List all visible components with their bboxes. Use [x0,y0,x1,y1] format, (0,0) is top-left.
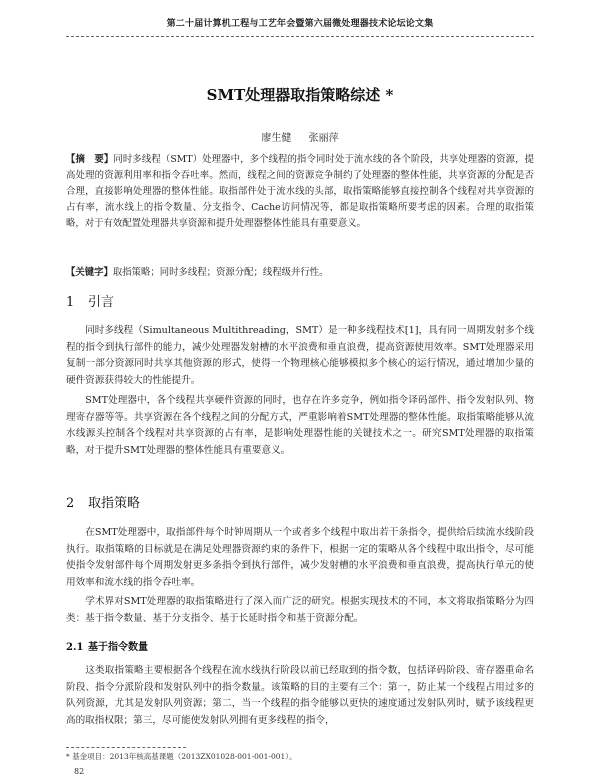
header-divider [66,36,534,37]
section-title: 引言 [88,295,115,310]
abstract [66,152,534,232]
keywords-label: 【关键字】 [66,267,113,278]
section-title: 取指策略 [88,496,141,511]
subsection-title: 基于指令数量 [88,642,148,653]
author-name: 廖生健 [261,133,292,144]
keywords-text: 取指策略；同时多线程；资源分配；线程级并行性。 [112,267,329,278]
section-heading [66,291,114,310]
keywords [66,265,534,280]
body-paragraph: 学术界对SMT处理器的取指策略进行了深入而广泛的研究。根据实现技术的不同，本文将取指策略分为四类：基于指令数量、基于分支指令、基于长延时指令和基于资源分配。 [66,596,534,624]
author-list [0,129,600,144]
subsection-number: 2.1 [66,642,84,653]
abstract-label: 【摘 要】 [66,154,114,165]
section-heading [66,492,140,511]
funding-footnote: * 基金项目：2013年核高基课题（2013ZX01028-001-001-001）。 [66,752,297,761]
paper-title: SMT处理器取指策略综述 * [206,86,394,104]
footnote-divider [66,747,186,748]
author-name: 张丽萍 [308,133,339,144]
abstract-text: 同时多线程（SMT）处理器中，多个线程的指令同时处于流水线的各个阶段，共享处理器的资源，提高处理的资源利用率和指令吞吐率。然而，线程之间的资源竞争制约了处理器的整体性能，共享资源的分配是否合理，直接影响处理器的整体性能。取指部件处于流水线的头部，取指策略能够直接控制各个线程对共享资源的占有率，流水线上的指令数量、分支指令、Cache访问情况等，都是取指策略所要考虑的因素。合理的取指策略，对于有效配置处理器共享资源和提升处理器整体性能具有重要意义。 [66,154,534,229]
subsection-heading [66,638,148,653]
section-number: 2 [66,496,75,511]
page-number: 82 [74,767,85,776]
body-paragraph: 这类取指策略主要根据各个线程在流水线执行阶段以前已经取到的指令数，包括译码阶段、寄存器重命名阶段、指令分派阶段和发射队列中的指令数量。该策略的目的主要有三个：第一，防止某一个线程占用过多的队列资源，尤其是发射队列资源；第二，当一个线程的指令能够以更快的速度通过发射队列时，赋予该线程更高的取指权限；第三，尽可能使发射队列拥有更多线程的指令， [66,665,534,726]
body-paragraph: SMT处理器中，各个线程共享硬件资源的同时，也存在许多竞争，例如指令译码部件、指令发射队列、物理寄存器等等。共享资源在各个线程之间的分配方式，严重影响着SMT处理器的整体性能。取指策略能够从流水线源头控制各个线程对共享资源的占有率，是影响处理器性能的关键技术之一。研究SMT处理器的取指策略，对于提升SMT处理器的整体性能具有重要意义。 [66,395,534,456]
running-header: 第二十届计算机工程与工艺年会暨第六届微处理器技术论坛论文集 [166,19,434,29]
body-paragraph: 同时多线程（Simultaneous Multithreading，SMT）是一种多线程技术[1]，具有同一周期发射多个线程的指令到执行部件的能力，减少处理器发射槽的水平浪费和垂直浪费，提高资源使用效率。SMT处理器采用复制一部分资源同时共享其他资源的形式，使得一个物理核心能够模拟多个核心的运行情况，通过增加少量的硬件资源获得较大的性能提升。 [66,325,534,386]
section-number: 1 [66,295,75,310]
body-paragraph: 在SMT处理器中，取指部件每个时钟周期从一个或者多个线程中取出若干条指令，提供给后续流水线阶段执行。取指策略的目标就是在满足处理器资源约束的条件下，根据一定的策略从各个线程中取出指令，尽可能使指令发射部件每个周期发射更多条指令到执行部件，减少发射槽的水平浪费和垂直浪费，提高执行单元的使用效率和流水线的指令吞吐率。 [66,527,534,588]
